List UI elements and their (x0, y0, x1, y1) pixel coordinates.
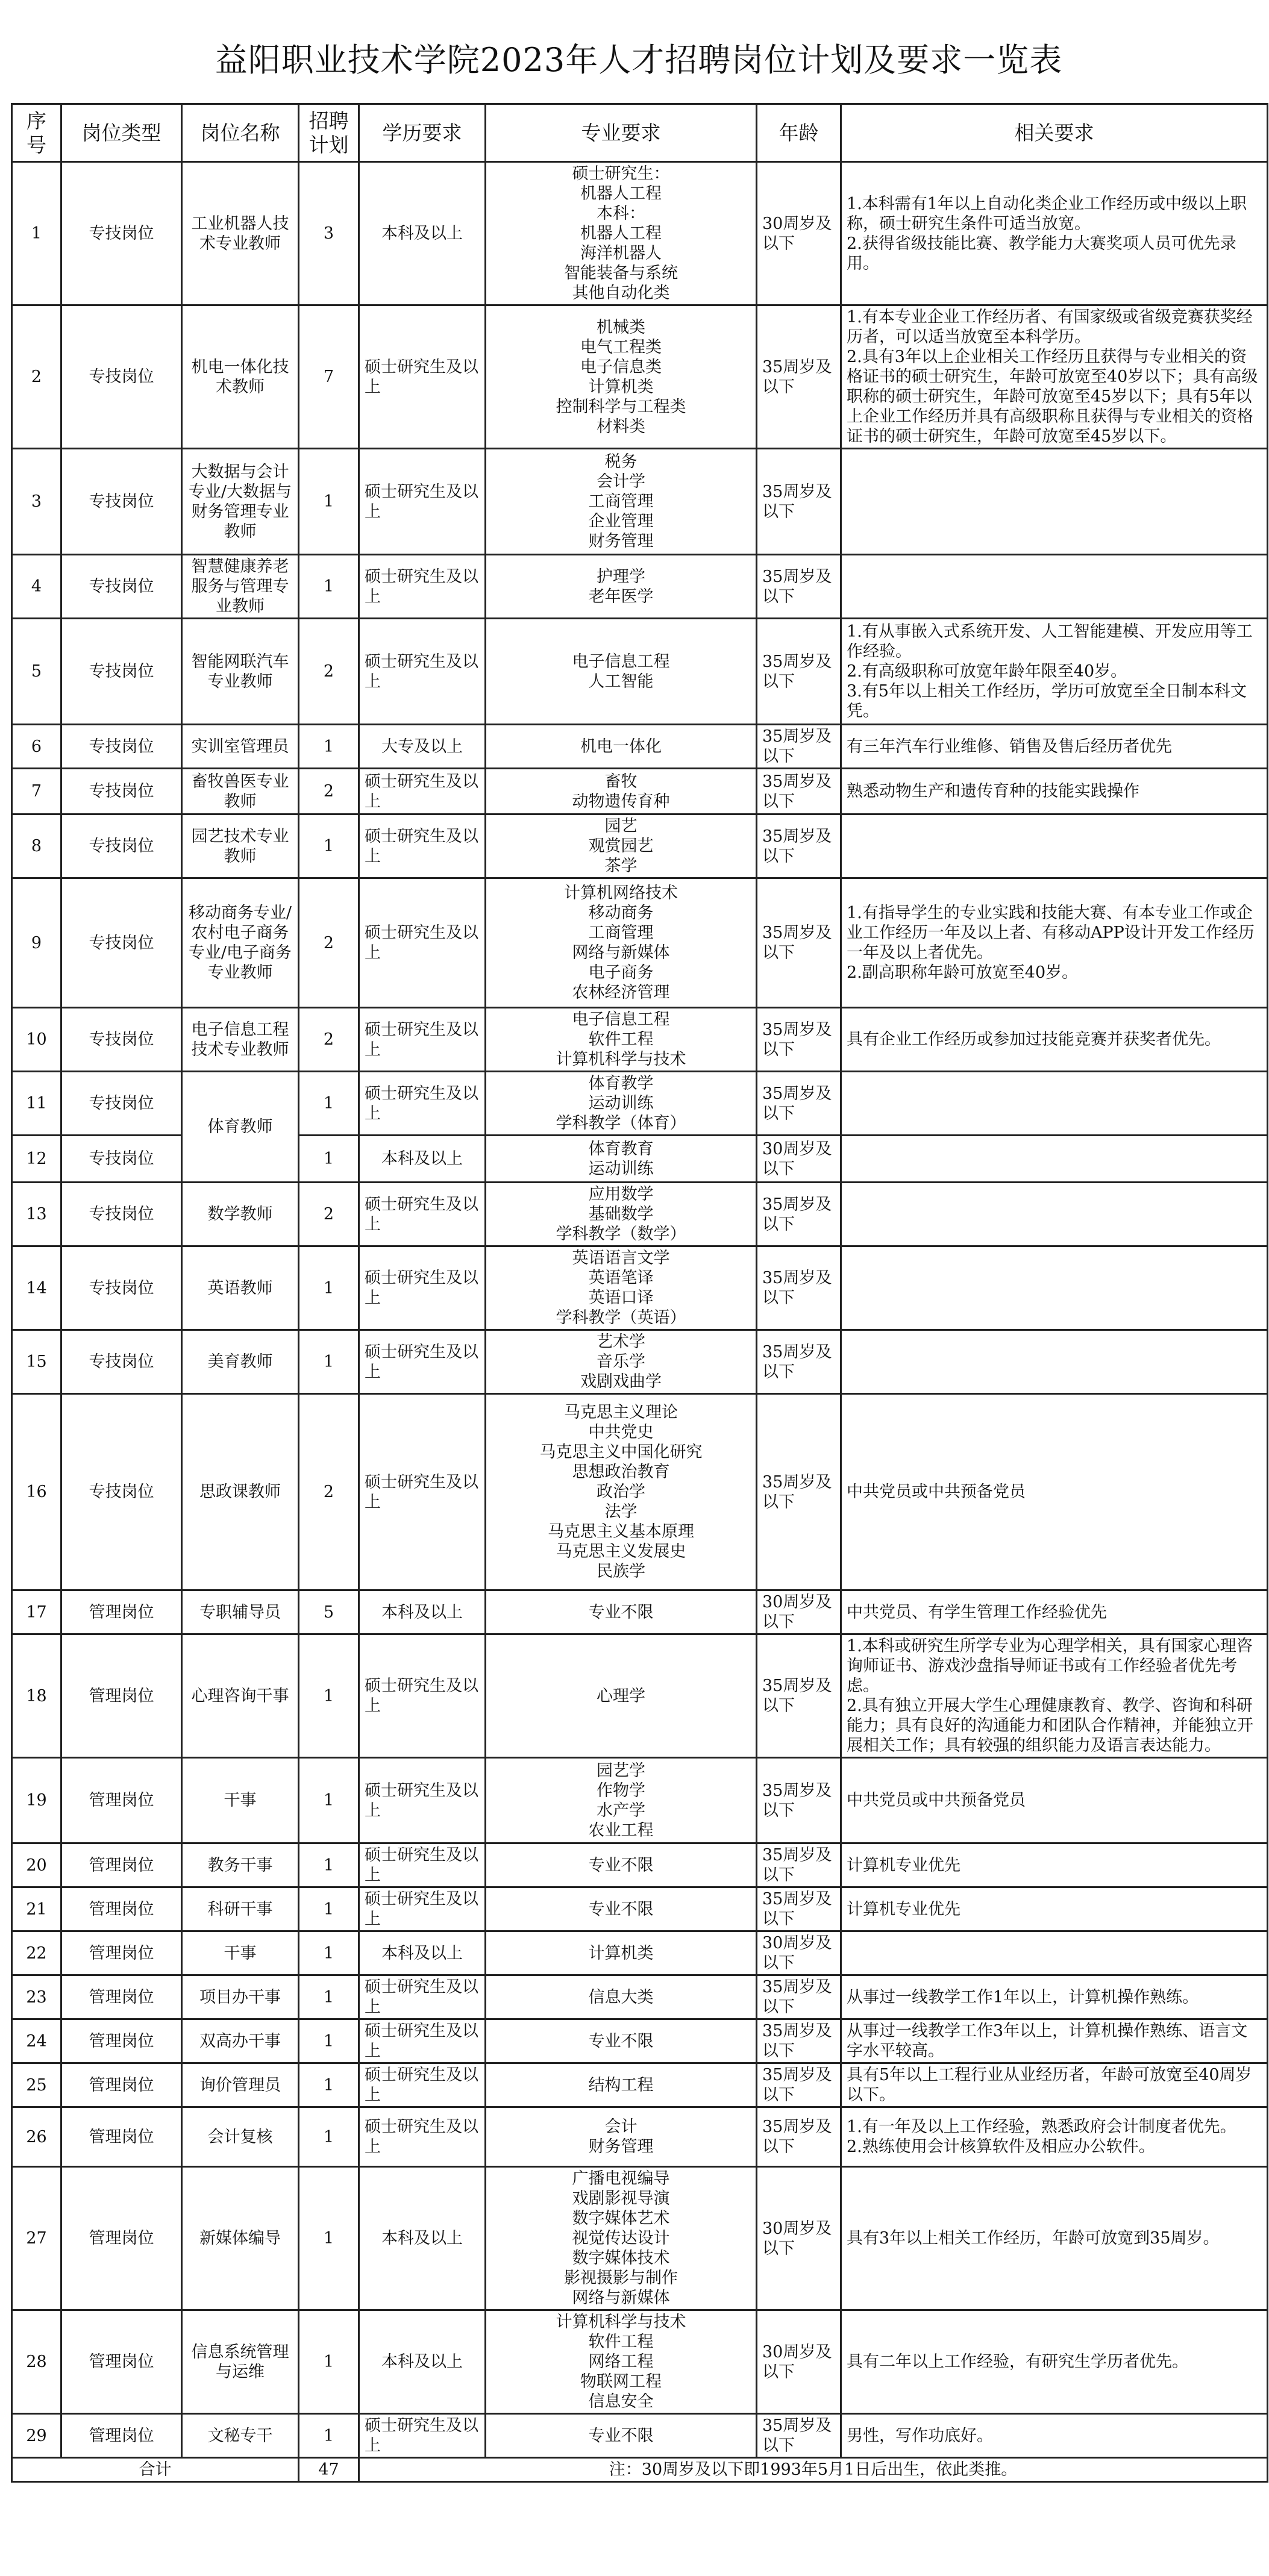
cell-no: 15 (12, 1330, 61, 1394)
cell-req: 从事过一线教学工作1年以上，计算机操作熟练。 (841, 1975, 1268, 2019)
cell-age: 35周岁及以下 (757, 878, 841, 1008)
cell-name: 英语教师 (182, 1246, 299, 1330)
cell-edu: 大专及以上 (359, 725, 486, 769)
cell-req: 1.有一年及以上工作经验，熟悉政府会计制度者优先。 2.熟练使用会计核算软件及相应办公软件。 (841, 2107, 1268, 2167)
cell-name: 科研干事 (182, 1887, 299, 1931)
cell-count: 2 (299, 619, 359, 725)
cell-edu: 硕士研究生及以上 (359, 555, 486, 619)
cell-edu: 硕士研究生及以上 (359, 1394, 486, 1590)
cell-req: 计算机专业优先 (841, 1843, 1268, 1887)
cell-type: 专技岗位 (61, 619, 182, 725)
table-row (12, 162, 1268, 305)
cell-edu: 硕士研究生及以上 (359, 1975, 486, 2019)
cell-edu: 硕士研究生及以上 (359, 769, 486, 814)
cell-count: 1 (299, 2414, 359, 2458)
cell-edu: 硕士研究生及以上 (359, 449, 486, 555)
cell-count: 1 (299, 2063, 359, 2107)
cell-no: 2 (12, 305, 61, 449)
cell-count: 1 (299, 1843, 359, 1887)
cell-age: 35周岁及以下 (757, 2414, 841, 2458)
cell-count: 1 (299, 2107, 359, 2167)
cell-name: 园艺技术专业教师 (182, 814, 299, 878)
cell-edu: 硕士研究生及以上 (359, 2107, 486, 2167)
cell-major: 专业不限 (486, 2414, 757, 2458)
cell-req (841, 1931, 1268, 1975)
cell-req: 熟悉动物生产和遗传育种的技能实践操作 (841, 769, 1268, 814)
footer-label: 合计 (12, 2458, 299, 2482)
cell-no: 5 (12, 619, 61, 725)
cell-major: 园艺学 作物学 水产学 农业工程 (486, 1758, 757, 1843)
table-row (12, 2063, 1268, 2107)
cell-major: 专业不限 (486, 2019, 757, 2063)
cell-name: 项目办干事 (182, 1975, 299, 2019)
cell-count: 1 (299, 1246, 359, 1330)
cell-count: 3 (299, 162, 359, 305)
cell-type: 专技岗位 (61, 449, 182, 555)
cell-req: 具有3年以上相关工作经历，年龄可放宽到35周岁。 (841, 2167, 1268, 2310)
cell-edu: 硕士研究生及以上 (359, 1634, 486, 1758)
table-row (12, 1975, 1268, 2019)
cell-age: 35周岁及以下 (757, 1183, 841, 1246)
header-col-count: 招聘计划 (299, 104, 359, 162)
cell-name: 实训室管理员 (182, 725, 299, 769)
cell-major: 护理学 老年医学 (486, 555, 757, 619)
cell-edu: 本科及以上 (359, 1590, 486, 1634)
cell-type: 专技岗位 (61, 162, 182, 305)
footer-note: 注：30周岁及以下即1993年5月1日后出生，依此类推。 (359, 2458, 1268, 2482)
table-row (12, 1072, 1268, 1136)
cell-type: 管理岗位 (61, 2107, 182, 2167)
cell-age: 35周岁及以下 (757, 305, 841, 449)
cell-age: 35周岁及以下 (757, 555, 841, 619)
cell-edu: 本科及以上 (359, 1136, 486, 1183)
cell-req: 从事过一线教学工作3年以上，计算机操作熟练、语言文字水平较高。 (841, 2019, 1268, 2063)
cell-name: 大数据与会计专业/大数据与财务管理专业教师 (182, 449, 299, 555)
table-row (12, 2019, 1268, 2063)
cell-edu: 硕士研究生及以上 (359, 619, 486, 725)
cell-edu: 本科及以上 (359, 2167, 486, 2310)
cell-type: 管理岗位 (61, 1975, 182, 2019)
table-row (12, 619, 1268, 725)
cell-type: 专技岗位 (61, 1072, 182, 1136)
cell-edu: 硕士研究生及以上 (359, 2063, 486, 2107)
cell-count: 1 (299, 2019, 359, 2063)
cell-age: 30周岁及以下 (757, 1931, 841, 1975)
table-row (12, 1931, 1268, 1975)
table-row (12, 1183, 1268, 1246)
cell-req: 1.本科或研究生所学专业为心理学相关，具有国家心理咨询师证书、游戏沙盘指导师证书或有工作经验者优先考虑。 2.具有独立开展大学生心理健康教育、教学、咨询和科研能力；具有良好的沟通能力和团队合作精神，并能独立开展相关工作；具有较强的组织能力及语言表达能力。 (841, 1634, 1268, 1758)
cell-name: 心理咨询干事 (182, 1634, 299, 1758)
table-row (12, 2167, 1268, 2310)
cell-age: 35周岁及以下 (757, 1887, 841, 1931)
cell-req (841, 449, 1268, 555)
cell-type: 管理岗位 (61, 1931, 182, 1975)
cell-count: 1 (299, 1136, 359, 1183)
cell-edu: 硕士研究生及以上 (359, 2414, 486, 2458)
cell-req (841, 814, 1268, 878)
cell-name: 双高办干事 (182, 2019, 299, 2063)
cell-no: 26 (12, 2107, 61, 2167)
header-col-major: 专业要求 (486, 104, 757, 162)
cell-no: 24 (12, 2019, 61, 2063)
cell-count: 1 (299, 449, 359, 555)
cell-age: 35周岁及以下 (757, 1008, 841, 1072)
cell-no: 11 (12, 1072, 61, 1136)
cell-name: 美育教师 (182, 1330, 299, 1394)
cell-count: 2 (299, 769, 359, 814)
cell-count: 7 (299, 305, 359, 449)
cell-edu: 本科及以上 (359, 162, 486, 305)
header-col-age: 年龄 (757, 104, 841, 162)
cell-age: 35周岁及以下 (757, 814, 841, 878)
cell-type: 管理岗位 (61, 1590, 182, 1634)
cell-name: 教务干事 (182, 1843, 299, 1887)
cell-major: 广播电视编导 戏剧影视导演 数字媒体艺术 视觉传达设计 数字媒体技术 影视摄影与制作 网络与新媒体 (486, 2167, 757, 2310)
cell-type: 管理岗位 (61, 1843, 182, 1887)
cell-type: 专技岗位 (61, 725, 182, 769)
cell-name: 询价管理员 (182, 2063, 299, 2107)
cell-age: 35周岁及以下 (757, 1330, 841, 1394)
cell-count: 1 (299, 1931, 359, 1975)
cell-name: 思政课教师 (182, 1394, 299, 1590)
cell-type: 专技岗位 (61, 305, 182, 449)
cell-count: 1 (299, 725, 359, 769)
cell-edu: 硕士研究生及以上 (359, 878, 486, 1008)
cell-edu: 硕士研究生及以上 (359, 1843, 486, 1887)
cell-req: 中共党员或中共预备党员 (841, 1394, 1268, 1590)
cell-type: 专技岗位 (61, 814, 182, 878)
cell-edu: 硕士研究生及以上 (359, 1330, 486, 1394)
cell-type: 管理岗位 (61, 2414, 182, 2458)
cell-name: 会计复核 (182, 2107, 299, 2167)
cell-major: 会计 财务管理 (486, 2107, 757, 2167)
cell-no: 6 (12, 725, 61, 769)
cell-count: 5 (299, 1590, 359, 1634)
cell-name: 文秘专干 (182, 2414, 299, 2458)
header-col-edu: 学历要求 (359, 104, 486, 162)
table-row (12, 2310, 1268, 2414)
cell-name: 智慧健康养老服务与管理专业教师 (182, 555, 299, 619)
cell-no: 27 (12, 2167, 61, 2310)
cell-count: 2 (299, 1394, 359, 1590)
cell-age: 35周岁及以下 (757, 619, 841, 725)
header-col-req: 相关要求 (841, 104, 1268, 162)
cell-age: 35周岁及以下 (757, 2107, 841, 2167)
cell-count: 1 (299, 1887, 359, 1931)
cell-age: 35周岁及以下 (757, 725, 841, 769)
cell-count: 1 (299, 555, 359, 619)
cell-name: 数学教师 (182, 1183, 299, 1246)
cell-type: 专技岗位 (61, 1246, 182, 1330)
cell-age: 35周岁及以下 (757, 1758, 841, 1843)
cell-count: 2 (299, 1183, 359, 1246)
header-col-type: 岗位类型 (61, 104, 182, 162)
cell-name: 机电一体化技术教师 (182, 305, 299, 449)
cell-age: 35周岁及以下 (757, 1246, 841, 1330)
cell-count: 1 (299, 1634, 359, 1758)
cell-no: 28 (12, 2310, 61, 2414)
cell-name: 专职辅导员 (182, 1590, 299, 1634)
cell-type: 管理岗位 (61, 2310, 182, 2414)
table-row (12, 2414, 1268, 2458)
cell-major: 英语语言文学 英语笔译 英语口译 学科教学（英语） (486, 1246, 757, 1330)
cell-major: 机电一体化 (486, 725, 757, 769)
cell-name: 体育教师 (182, 1072, 299, 1183)
cell-req: 具有二年以上工作经验，有研究生学历者优先。 (841, 2310, 1268, 2414)
cell-age: 30周岁及以下 (757, 2310, 841, 2414)
cell-type: 管理岗位 (61, 1758, 182, 1843)
cell-count: 2 (299, 878, 359, 1008)
cell-no: 1 (12, 162, 61, 305)
cell-count: 1 (299, 1758, 359, 1843)
cell-age: 30周岁及以下 (757, 162, 841, 305)
cell-edu: 本科及以上 (359, 2310, 486, 2414)
cell-no: 13 (12, 1183, 61, 1246)
cell-no: 17 (12, 1590, 61, 1634)
cell-name: 畜牧兽医专业教师 (182, 769, 299, 814)
cell-no: 25 (12, 2063, 61, 2107)
cell-major: 信息大类 (486, 1975, 757, 2019)
table-row (12, 2107, 1268, 2167)
cell-age: 35周岁及以下 (757, 769, 841, 814)
cell-type: 专技岗位 (61, 1008, 182, 1072)
cell-no: 21 (12, 1887, 61, 1931)
cell-age: 30周岁及以下 (757, 1590, 841, 1634)
table-row (12, 305, 1268, 449)
cell-age: 35周岁及以下 (757, 2063, 841, 2107)
cell-req: 中共党员或中共预备党员 (841, 1758, 1268, 1843)
cell-type: 管理岗位 (61, 1634, 182, 1758)
cell-no: 8 (12, 814, 61, 878)
table-row (12, 1394, 1268, 1590)
cell-major: 马克思主义理论 中共党史 马克思主义中国化研究 思想政治教育 政治学 法学 马克思主义基本原理 马克思主义发展史 民族学 (486, 1394, 757, 1590)
cell-major: 畜牧 动物遗传育种 (486, 769, 757, 814)
cell-type: 管理岗位 (61, 2167, 182, 2310)
cell-type: 专技岗位 (61, 1136, 182, 1183)
table-row (12, 1008, 1268, 1072)
cell-major: 体育教育 运动训练 (486, 1136, 757, 1183)
cell-major: 计算机类 (486, 1931, 757, 1975)
table-row (12, 1634, 1268, 1758)
cell-major: 体育教学 运动训练 学科教学（体育） (486, 1072, 757, 1136)
cell-age: 30周岁及以下 (757, 2167, 841, 2310)
footer-row (12, 2458, 1268, 2482)
cell-req: 中共党员、有学生管理工作经验优先 (841, 1590, 1268, 1634)
cell-edu: 硕士研究生及以上 (359, 814, 486, 878)
cell-type: 专技岗位 (61, 555, 182, 619)
cell-edu: 硕士研究生及以上 (359, 1072, 486, 1136)
cell-req (841, 1330, 1268, 1394)
cell-count: 1 (299, 814, 359, 878)
cell-edu: 硕士研究生及以上 (359, 1246, 486, 1330)
cell-major: 电子信息工程 人工智能 (486, 619, 757, 725)
table-row (12, 878, 1268, 1008)
cell-major: 硕士研究生： 机器人工程 本科： 机器人工程 海洋机器人 智能装备与系统 其他自动化类 (486, 162, 757, 305)
cell-age: 35周岁及以下 (757, 449, 841, 555)
cell-edu: 硕士研究生及以上 (359, 1887, 486, 1931)
cell-count: 2 (299, 1008, 359, 1072)
cell-no: 12 (12, 1136, 61, 1183)
cell-type: 管理岗位 (61, 1887, 182, 1931)
table-row (12, 814, 1268, 878)
cell-no: 3 (12, 449, 61, 555)
cell-edu: 本科及以上 (359, 1931, 486, 1975)
cell-no: 20 (12, 1843, 61, 1887)
cell-no: 23 (12, 1975, 61, 2019)
cell-edu: 硕士研究生及以上 (359, 2019, 486, 2063)
cell-age: 35周岁及以下 (757, 1072, 841, 1136)
cell-major: 税务 会计学 工商管理 企业管理 财务管理 (486, 449, 757, 555)
cell-edu: 硕士研究生及以上 (359, 1183, 486, 1246)
cell-type: 专技岗位 (61, 1394, 182, 1590)
header-col-no: 序号 (12, 104, 61, 162)
cell-name: 新媒体编导 (182, 2167, 299, 2310)
cell-no: 19 (12, 1758, 61, 1843)
cell-req: 有三年汽车行业维修、销售及售后经历者优先 (841, 725, 1268, 769)
cell-no: 14 (12, 1246, 61, 1330)
cell-req: 1.本科需有1年以上自动化类企业工作经历或中级以上职称，硕士研究生条件可适当放宽。 2.获得省级技能比赛、教学能力大赛奖项人员可优先录用。 (841, 162, 1268, 305)
table-row (12, 449, 1268, 555)
cell-req: 具有5年以上工程行业从业经历者，年龄可放宽至40周岁以下。 (841, 2063, 1268, 2107)
cell-major: 计算机网络技术 移动商务 工商管理 网络与新媒体 电子商务 农林经济管理 (486, 878, 757, 1008)
cell-no: 4 (12, 555, 61, 619)
cell-count: 1 (299, 1072, 359, 1136)
cell-major: 计算机科学与技术 软件工程 网络工程 物联网工程 信息安全 (486, 2310, 757, 2414)
header-row (12, 104, 1268, 162)
header-col-name: 岗位名称 (182, 104, 299, 162)
cell-major: 电子信息工程 软件工程 计算机科学与技术 (486, 1008, 757, 1072)
cell-age: 35周岁及以下 (757, 1843, 841, 1887)
cell-count: 1 (299, 1330, 359, 1394)
cell-major: 专业不限 (486, 1887, 757, 1931)
cell-no: 16 (12, 1394, 61, 1590)
footer-total: 47 (299, 2458, 359, 2482)
cell-count: 1 (299, 1975, 359, 2019)
cell-major: 应用数学 基础数学 学科教学（数学） (486, 1183, 757, 1246)
cell-no: 18 (12, 1634, 61, 1758)
table-row (12, 1246, 1268, 1330)
cell-age: 35周岁及以下 (757, 1634, 841, 1758)
table-row (12, 1590, 1268, 1634)
cell-req: 男性，写作功底好。 (841, 2414, 1268, 2458)
cell-no: 22 (12, 1931, 61, 1975)
cell-req: 1.有从事嵌入式系统开发、人工智能建模、开发应用等工作经验。 2.有高级职称可放宽年龄年限至40岁。 3.有5年以上相关工作经历，学历可放宽至全日制本科文凭。 (841, 619, 1268, 725)
cell-req: 计算机专业优先 (841, 1887, 1268, 1931)
cell-type: 专技岗位 (61, 878, 182, 1008)
cell-req: 1.有本专业企业工作经历者、有国家级或省级竞赛获奖经历者，可以适当放宽至本科学历。 2.具有3年以上企业相关工作经历且获得与专业相关的资格证书的硕士研究生，年龄可放宽至40岁以下；具有高级职称的硕士研究生，年龄可放宽至45岁以下；具有5年以上企业工作经历并具有高级职称且获得与专业相关的资格证书的硕士研究生，年龄可放宽至45岁以下。 (841, 305, 1268, 449)
cell-no: 9 (12, 878, 61, 1008)
cell-edu: 硕士研究生及以上 (359, 1758, 486, 1843)
cell-no: 7 (12, 769, 61, 814)
cell-name: 干事 (182, 1931, 299, 1975)
table-row (12, 1887, 1268, 1931)
cell-count: 1 (299, 2310, 359, 2414)
cell-no: 29 (12, 2414, 61, 2458)
cell-req (841, 1072, 1268, 1136)
table-row (12, 555, 1268, 619)
cell-req (841, 1136, 1268, 1183)
cell-req (841, 1183, 1268, 1246)
table-row (12, 1330, 1268, 1394)
cell-major: 心理学 (486, 1634, 757, 1758)
cell-major: 艺术学 音乐学 戏剧戏曲学 (486, 1330, 757, 1394)
cell-count: 1 (299, 2167, 359, 2310)
cell-name: 工业机器人技术专业教师 (182, 162, 299, 305)
cell-name: 干事 (182, 1758, 299, 1843)
cell-req (841, 1246, 1268, 1330)
table-row (12, 725, 1268, 769)
cell-edu: 硕士研究生及以上 (359, 305, 486, 449)
sheet-title: 益阳职业技术学院2023年人才招聘岗位计划及要求一览表 (215, 40, 1063, 79)
cell-edu: 硕士研究生及以上 (359, 1008, 486, 1072)
cell-major: 结构工程 (486, 2063, 757, 2107)
table-row (12, 1758, 1268, 1843)
cell-major: 专业不限 (486, 1590, 757, 1634)
cell-req: 具有企业工作经历或参加过技能竞赛并获奖者优先。 (841, 1008, 1268, 1072)
cell-major: 园艺 观赏园艺 茶学 (486, 814, 757, 878)
cell-major: 专业不限 (486, 1843, 757, 1887)
recruitment-table (11, 103, 1268, 2483)
cell-type: 管理岗位 (61, 2063, 182, 2107)
cell-type: 专技岗位 (61, 1183, 182, 1246)
cell-req (841, 555, 1268, 619)
table-row (12, 769, 1268, 814)
table-row (12, 1843, 1268, 1887)
cell-age: 35周岁及以下 (757, 1394, 841, 1590)
cell-name: 信息系统管理与运维 (182, 2310, 299, 2414)
cell-major: 机械类 电气工程类 电子信息类 计算机类 控制科学与工程类 材料类 (486, 305, 757, 449)
cell-type: 专技岗位 (61, 769, 182, 814)
cell-age: 35周岁及以下 (757, 2019, 841, 2063)
cell-name: 电子信息工程技术专业教师 (182, 1008, 299, 1072)
cell-age: 35周岁及以下 (757, 1975, 841, 2019)
cell-name: 智能网联汽车专业教师 (182, 619, 299, 725)
cell-req: 1.有指导学生的专业实践和技能大赛、有本专业工作或企业工作经历一年及以上者、有移动APP设计开发工作经历一年及以上者优先。 2.副高职称年龄可放宽至40岁。 (841, 878, 1268, 1008)
cell-no: 10 (12, 1008, 61, 1072)
cell-type: 专技岗位 (61, 1330, 182, 1394)
cell-name: 移动商务专业/农村电子商务专业/电子商务专业教师 (182, 878, 299, 1008)
cell-age: 30周岁及以下 (757, 1136, 841, 1183)
cell-type: 管理岗位 (61, 2019, 182, 2063)
